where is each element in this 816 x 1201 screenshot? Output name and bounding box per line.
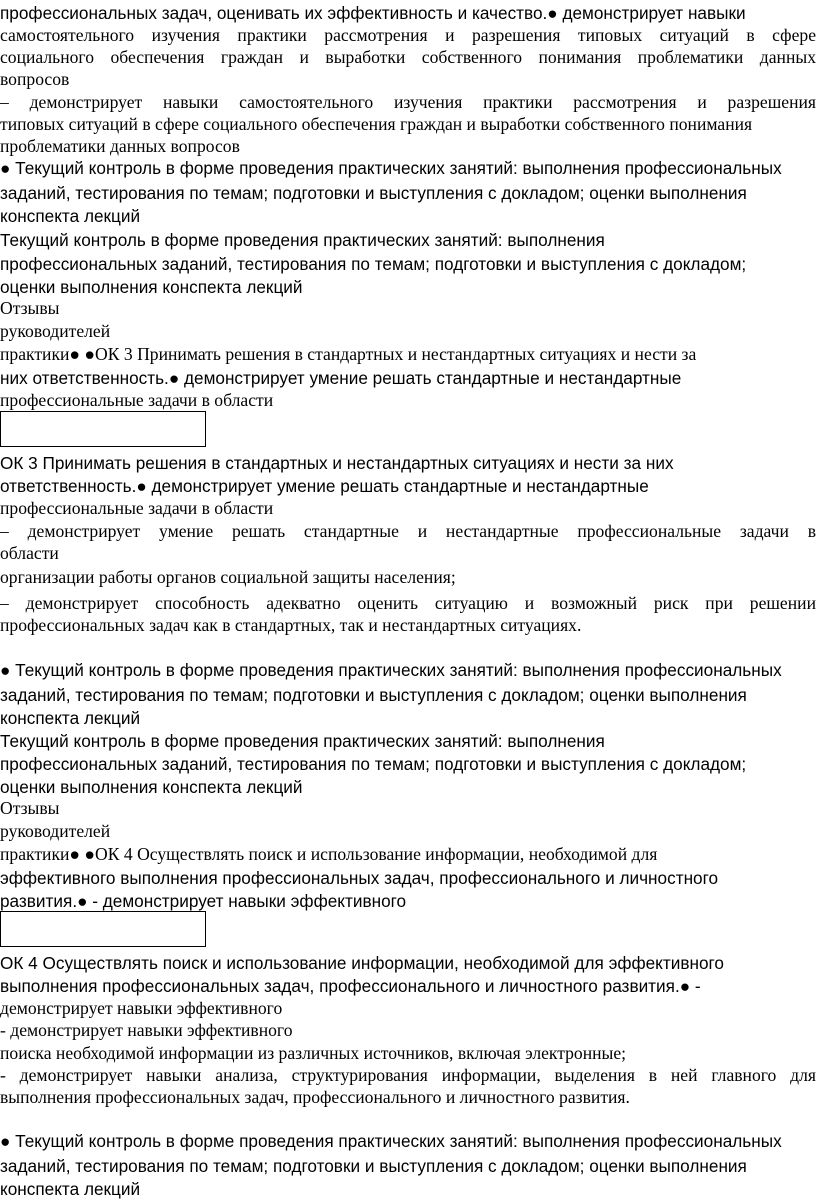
text-line: - демонстрирует навыки анализа, структурирования информации, выделения в ней главного для [0, 1065, 816, 1085]
text-line: заданий, тестирования по темам; подготовки и выступления с докладом; оценки выполнения [0, 685, 747, 705]
text-line: – демонстрирует умение решать стандартные и нестандартные профессиональные задачи в [0, 521, 816, 541]
text-line: конспекта лекций [0, 1179, 141, 1199]
text-line: профессиональных задач как в стандартных, так и нестандартных ситуациях. [0, 615, 582, 635]
text-line: типовых ситуаций в сфере социального обеспечения граждан и выработки собственного понимания [0, 114, 753, 134]
text-line: проблематики данных вопросов [0, 136, 240, 156]
text-line: выполнения профессиональных задач, профессионального и личностного развития.● - [0, 976, 701, 996]
text-line: Отзывы [0, 798, 60, 818]
text-line: - демонстрирует навыки эффективного [0, 1020, 293, 1040]
text-line: Текущий контроль в форме проведения практических занятий: выполнения [0, 230, 605, 250]
text-line: ● Текущий контроль в форме проведения практических занятий: выполнения профессиональных [0, 660, 782, 680]
text-line: ● Текущий контроль в форме проведения практических занятий: выполнения профессиональных [0, 1131, 782, 1151]
empty-table-cell [0, 911, 206, 947]
text-line: профессиональных заданий, тестирования по темам; подготовки и выступления с докладом; [0, 754, 747, 774]
text-line: самостоятельного изучения практики рассмотрения и разрешения типовых ситуаций в сфере [0, 25, 816, 45]
text-line: конспекта лекций [0, 206, 141, 226]
text-line: – демонстрирует способность адекватно оценить ситуацию и возможный риск при решении [0, 593, 816, 613]
text-line: профессиональных заданий, тестирования по темам; подготовки и выступления с докладом; [0, 254, 747, 274]
text-line: практики● ●ОК 3 Принимать решения в стандартных и нестандартных ситуациях и нести за [0, 344, 697, 364]
text-line: ответственность.● демонстрирует умение решать стандартные и нестандартные [0, 476, 649, 496]
text-line: ОК 4 Осуществлять поиск и использование информации, необходимой для эффективного [0, 953, 724, 973]
text-line: Текущий контроль в форме проведения практических занятий: выполнения [0, 731, 605, 751]
text-line: развития.● - демонстрирует навыки эффективного [0, 891, 407, 911]
text-line: профессиональные задачи в области [0, 390, 274, 410]
text-line: конспекта лекций [0, 708, 141, 728]
text-line: руководителей [0, 321, 111, 341]
text-line: выполнения профессиональных задач, профессионального и личностного развития. [0, 1087, 630, 1107]
text-line: оценки выполнения конспекта лекций [0, 277, 303, 297]
text-line: профессиональных задач, оценивать их эффективность и качество.● демонстрирует навыки [0, 3, 746, 23]
text-line: поиска необходимой информации из различных источников, включая электронные; [0, 1043, 627, 1063]
text-line: них ответственность.● демонстрирует умение решать стандартные и нестандартные [0, 368, 682, 388]
text-line: профессиональные задачи в области [0, 498, 274, 518]
empty-table-cell [0, 411, 206, 447]
text-line: заданий, тестирования по темам; подготовки и выступления с докладом; оценки выполнения [0, 1156, 747, 1176]
text-line: – демонстрирует навыки самостоятельного изучения практики рассмотрения и разрешения [0, 92, 816, 112]
text-line: заданий, тестирования по темам; подготовки и выступления с докладом; оценки выполнения [0, 183, 747, 203]
text-line: эффективного выполнения профессиональных задач, профессионального и личностного [0, 868, 719, 888]
text-line: Отзывы [0, 298, 60, 318]
text-line: вопросов [0, 69, 70, 89]
text-line: оценки выполнения конспекта лекций [0, 777, 303, 797]
text-line: организации работы органов социальной защиты населения; [0, 567, 456, 587]
text-line: ОК 3 Принимать решения в стандартных и нестандартных ситуациях и нести за них [0, 453, 674, 473]
text-line: демонстрирует навыки эффективного [0, 998, 283, 1018]
text-line: ● Текущий контроль в форме проведения практических занятий: выполнения профессиональных [0, 158, 782, 178]
text-line: практики● ●ОК 4 Осуществлять поиск и использование информации, необходимой для [0, 844, 658, 864]
text-line: руководителей [0, 821, 111, 841]
text-line: социального обеспечения граждан и выработки собственного понимания проблематики данных [0, 47, 816, 67]
text-line: области [0, 543, 59, 563]
